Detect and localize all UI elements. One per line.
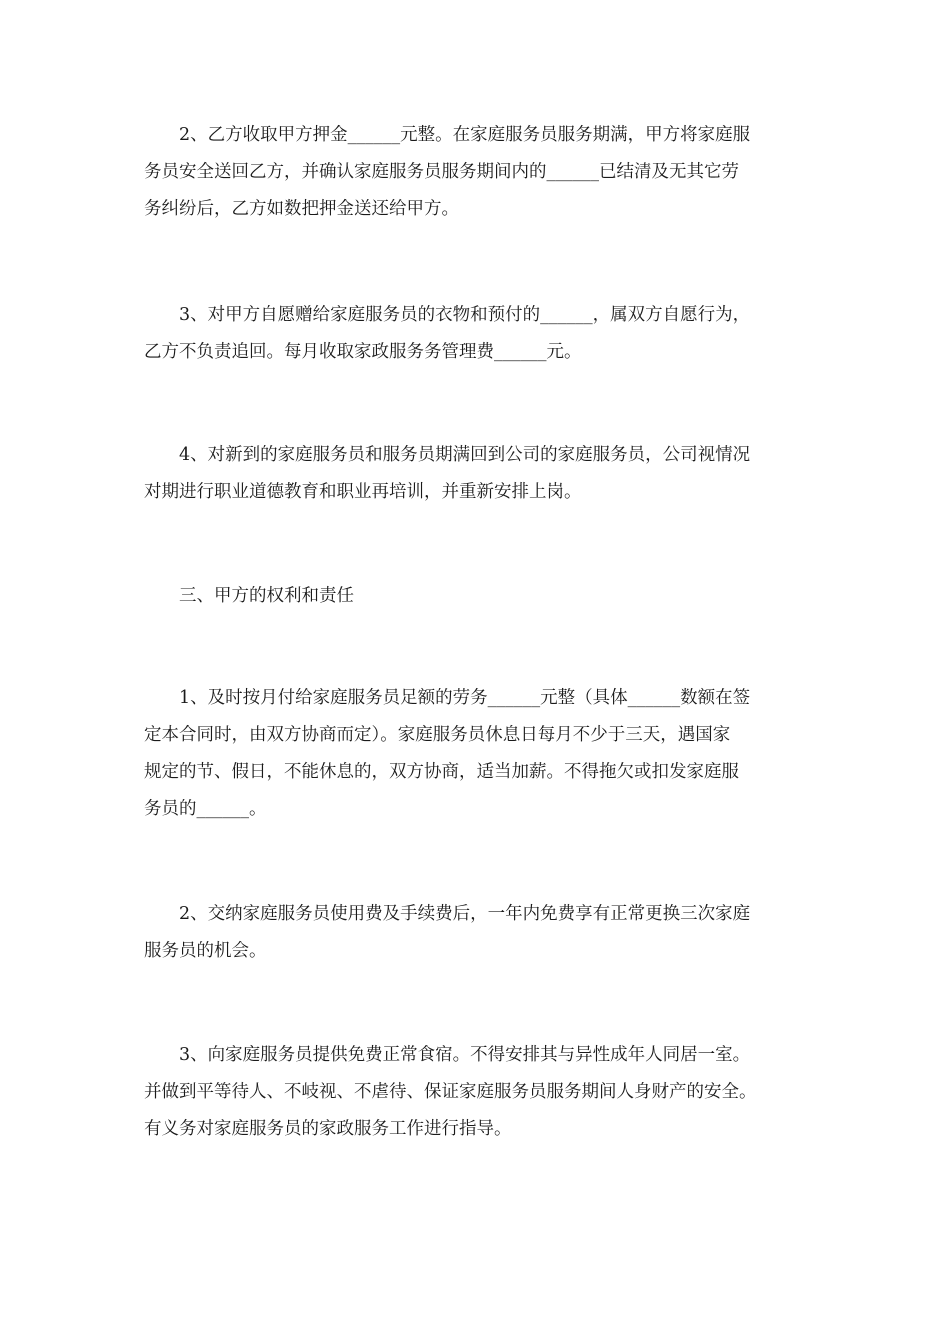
text-line: 务员安全送回乙方，并确认家庭服务员服务期间内的______已结清及无其它劳 [144,162,739,182]
text-line: 务纠纷后，乙方如数把押金送还给甲方。 [144,199,459,219]
text-line: 并做到平等待人、不岐视、不虐待、保证家庭服务员服务期间人身财产的安全。 [144,1082,757,1102]
text-line: 有义务对家庭服务员的家政服务工作进行指导。 [144,1119,512,1139]
section-heading [144,578,809,615]
paragraph-wages [144,680,809,828]
paragraph-training [144,437,809,511]
text-line: 对期进行职业道德教育和职业再培训，并重新安排上岗。 [144,482,582,502]
section-title: 三、甲方的权利和责任 [144,586,354,606]
text-line: 3、向家庭服务员提供免费正常食宿。不得安排其与异性成年人同居一室。 [144,1045,751,1065]
paragraph-replacement [144,896,809,970]
text-line: 3、对甲方自愿赠给家庭服务员的衣物和预付的______，属双方自愿行为， [144,305,751,325]
text-line: 1、及时按月付给家庭服务员足额的劳务______元整（具体______数额在签 [144,688,751,708]
paragraph-deposit-refund [144,117,809,228]
text-line: 务员的______。 [144,799,267,819]
text-line: 乙方不负责追回。每月收取家政服务务管理费______元。 [144,342,582,362]
text-line: 定本合同时，由双方协商而定）。家庭服务员休息日每月不少于三天，遇国家 [144,725,731,745]
text-line: 规定的节、假日，不能休息的，双方协商，适当加薪。不得拖欠或扣发家庭服 [144,762,739,782]
paragraph-gifts-management-fee [144,297,809,371]
text-line: 2、交纳家庭服务员使用费及手续费后，一年内免费享有正常更换三次家庭 [144,904,751,924]
text-line: 2、乙方收取甲方押金______元整。在家庭服务员服务期满，甲方将家庭服 [144,125,751,145]
text-line: 服务员的机会。 [144,941,267,961]
text-line: 4、对新到的家庭服务员和服务员期满回到公司的家庭服务员，公司视情况 [144,445,751,465]
paragraph-room-and-board [144,1037,809,1148]
